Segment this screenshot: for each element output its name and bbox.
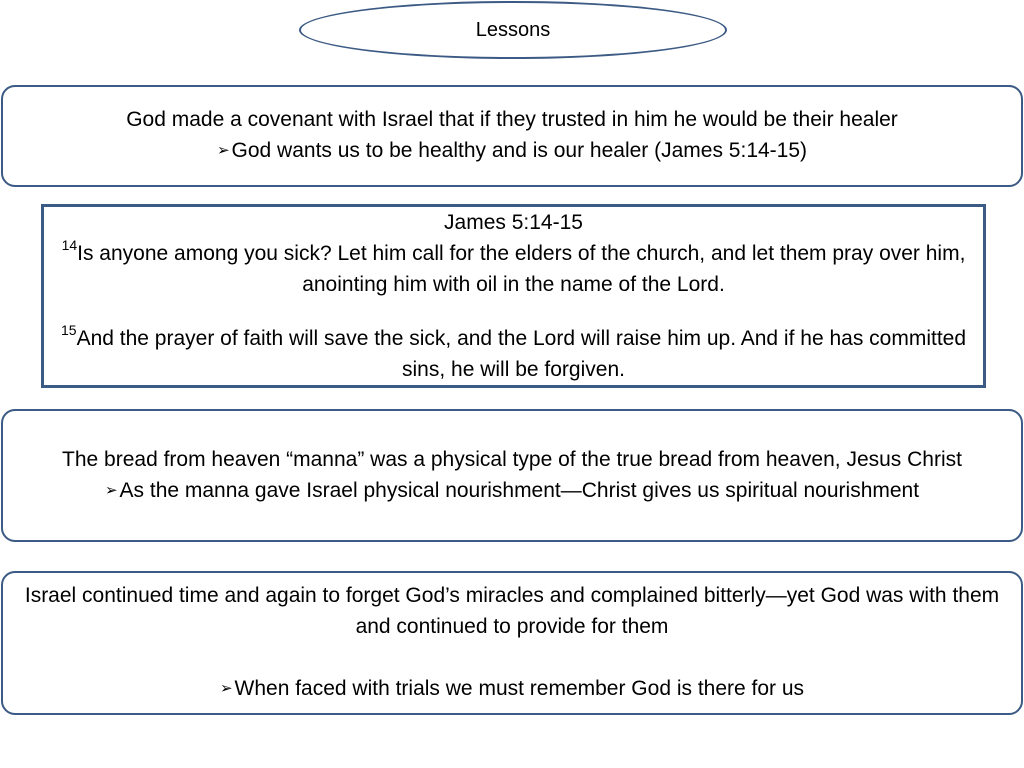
healer-bullet-point — [217, 135, 807, 168]
manna-bullet-point — [105, 475, 919, 508]
verse-14 — [52, 238, 975, 300]
provision-bullet-text: When faced with trials we must remember God is there for us — [234, 677, 805, 700]
lessons-title: Lessons — [475, 18, 551, 41]
provision-bullet-point — [220, 673, 804, 706]
verse-15-number: 15 — [60, 322, 77, 338]
verse-15-text: And the prayer of faith will save the sick, and the Lord will raise him up. And if he has committed sins, he will be forgiven. — [76, 327, 967, 381]
scripture-reference: James 5:14-15 — [444, 211, 583, 234]
verse-15 — [52, 323, 975, 385]
verse-14-number: 14 — [61, 237, 78, 253]
lessons-title-oval — [299, 1, 727, 59]
provision-lesson-box — [1, 571, 1023, 715]
verse-14-text: Is anyone among you sick? Let him call for the elders of the church, and let them pray over him, anointing him with oil in the name of the Lord. — [77, 242, 966, 296]
healer-bullet-text: God wants us to be healthy and is our healer (James 5:14-15) — [231, 139, 808, 162]
healer-lesson-box — [1, 85, 1023, 187]
scripture-box — [41, 204, 986, 388]
manna-text: The bread from heaven “manna” was a physical type of the true bread from heaven, Jesus Christ — [62, 447, 962, 471]
provision-text: Israel continued time and again to forget God’s miracles and complained bitterly—yet God was with them and continued to provide for them — [24, 584, 1000, 638]
healer-covenant-text: God made a covenant with Israel that if they trusted in him he would be their healer — [126, 108, 898, 131]
manna-lesson-box — [1, 409, 1023, 542]
manna-bullet-text: As the manna gave Israel physical nourishment—Christ gives us spiritual nourishment — [119, 478, 920, 502]
